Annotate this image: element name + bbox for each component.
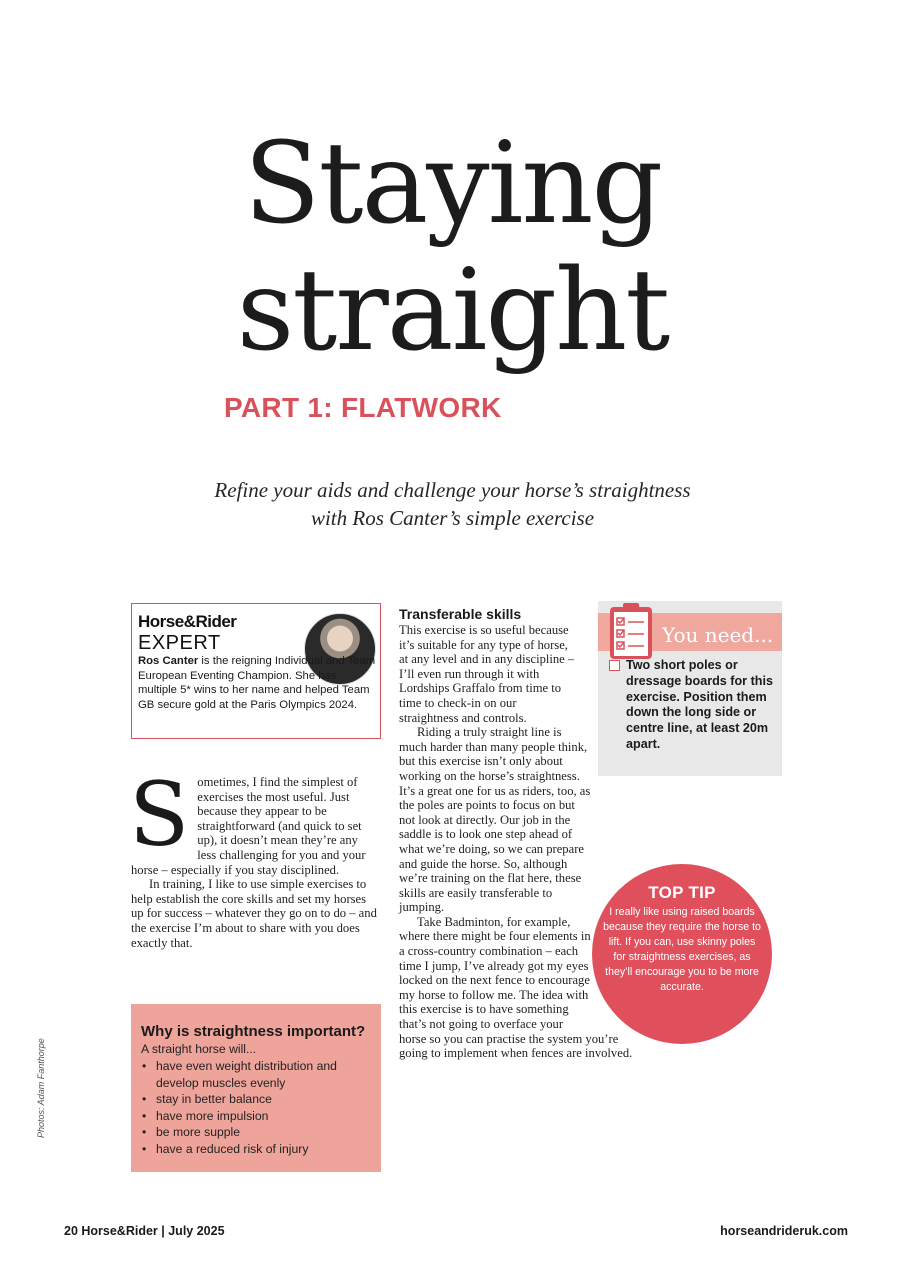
you-need-text: Two short poles or dressage boards for this exercise. Position them down the long side or centre line, at least 20m apart. bbox=[626, 658, 773, 751]
list-item: • be more supple bbox=[141, 1124, 377, 1141]
photo-credit: Photos: Adam Fanthorpe bbox=[36, 1038, 46, 1138]
website-url: horseandrideruk.com bbox=[720, 1224, 848, 1238]
top-tip-title: TOP TIP bbox=[648, 883, 716, 902]
list-item: • have even weight distribution and develop muscles evenly bbox=[141, 1058, 377, 1091]
transferable-paragraph-3: Take Badminton, for example, where there might be four elements in a cross-country combination – each time I jump, I’ve already got my eyes locked on the next fence to encourage my horse to follow me. The idea with this exercise is to have something that’s not going to overface your horse so you can practise the system you’re going to implement when fences are involved. bbox=[399, 914, 633, 1061]
why-list bbox=[141, 1058, 377, 1158]
list-item: • have more impulsion bbox=[141, 1108, 377, 1125]
headline-line-1: Staying bbox=[243, 119, 662, 249]
top-tip-text: I really like using raised boards because they require the horse to lift. If you can, use skinny poles for straightness exercises, as they’ll encourage you to be more accurate. bbox=[603, 906, 761, 993]
top-tip-circle bbox=[592, 864, 772, 1044]
why-straightness-box bbox=[131, 1004, 381, 1172]
intro-text bbox=[129, 763, 379, 950]
expert-bio bbox=[138, 654, 378, 712]
expert-box bbox=[131, 603, 381, 739]
transferable-paragraph-1: This exercise is so useful because it’s suitable for any type of horse, at any level and in any discipline – I’ll even run through it with Lordships Graffalo from time to time to check-in on our straightness and controls. bbox=[399, 623, 575, 725]
checkbox-icon bbox=[609, 660, 620, 671]
clipboard-icon bbox=[604, 601, 658, 661]
transferable-heading: Transferable skills bbox=[399, 606, 522, 622]
you-need-box bbox=[598, 601, 782, 776]
drop-cap: S bbox=[129, 763, 190, 866]
list-item: • have a reduced risk of injury bbox=[141, 1141, 377, 1158]
you-need-title: You need... bbox=[662, 623, 774, 647]
intro-paragraph-2: In training, I like to use simple exercises to help establish the core skills and set my horses up for success – whatever they go on to do – and the exercise I’m about to share with you does exactly that. bbox=[131, 877, 377, 950]
list-item: • stay in better balance bbox=[141, 1091, 377, 1108]
intro-paragraph-1: ometimes, I find the simplest of exercises the most useful. Just because they appear to be straightforward (and quick to set up), it doesn’t mean they’re any less challenging for you and your horse – especially if you stay disciplined. bbox=[131, 775, 366, 877]
expert-label: EXPERT bbox=[138, 632, 221, 654]
expert-name: Ros Canter bbox=[138, 655, 199, 667]
headline-line-2: straight bbox=[236, 246, 669, 376]
why-box-title: Why is straightness important? bbox=[141, 1023, 366, 1040]
why-box-lead: A straight horse will... bbox=[141, 1042, 257, 1056]
part-label: PART 1: FLATWORK bbox=[224, 392, 502, 423]
standfirst-line-1: Refine your aids and challenge your horse’s straightness bbox=[214, 478, 691, 502]
expert-bio-text: is the reigning Individual and Team European Eventing Champion. She has multiple 5* wins to her name and helped Team GB secure gold at the Paris Olympics 2024. bbox=[138, 655, 376, 711]
page-folio: 20 Horse&Rider | July 2025 bbox=[64, 1224, 225, 1238]
horse-rider-logo: Horse&Rider bbox=[138, 612, 237, 631]
transferable-paragraph-2-text: Riding a truly straight line is much harder than many people think, but this exercise isn’t only about working on the horse’s straightness. It’s a great one for us as riders, too, as the poles are points to focus on but not look at directly. Our job in the saddle is to look one step ahead of what we’re doing, so we can prepare and guide the horse. So, although we’re training on the flat here, these skills are easily transferable to jumping. bbox=[399, 725, 591, 915]
standfirst bbox=[0, 476, 905, 532]
standfirst-line-2: with Ros Canter’s simple exercise bbox=[310, 506, 595, 530]
